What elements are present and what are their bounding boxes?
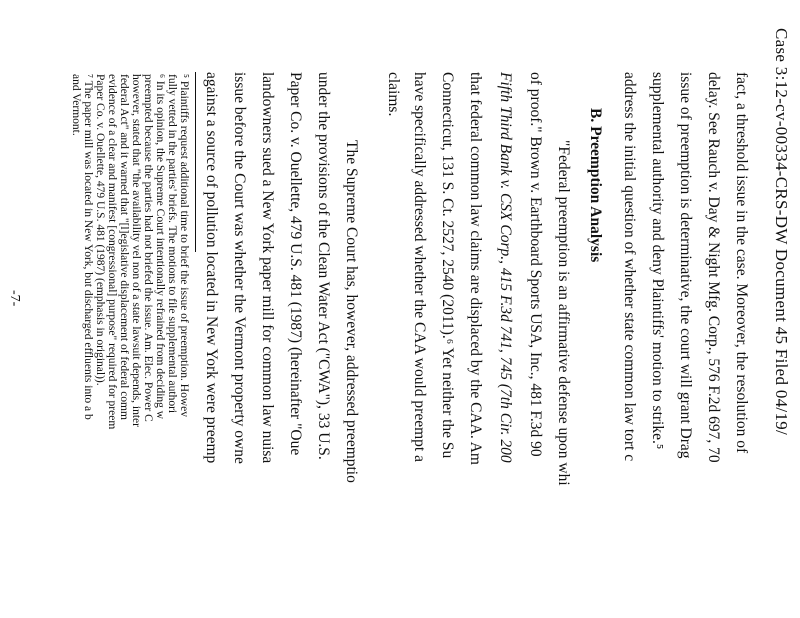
footnote-line: however, stated that "the availability vel non of a state lawsuit depends, inter: [130, 74, 142, 427]
footnote-line: ⁶ In its opinion, the Supreme Court intentionally refrained from deciding w: [154, 74, 166, 420]
body-line: issue before the Court was whether the Vermont property owne: [231, 72, 248, 464]
case-header: Case 3:12-cv-00334-CRS-DW Document 45 Filed 04/19/: [772, 28, 791, 436]
body-line: supplemental authority and deny Plaintiffs' motion to strike.⁵: [649, 72, 666, 450]
body-line: The Supreme Court has, however, addressed preemptio: [343, 140, 360, 483]
footnote-line: fully vetted in the parties' briefs. The motions to file supplemental authori: [166, 74, 178, 414]
section-heading: B. Preemption Analysis: [587, 108, 604, 263]
body-line: Paper Co. v. Ouellette, 479 U.S. 481 (1987) (hereinafter "Oue: [287, 72, 304, 456]
body-line: that federal common law claims are displaced by the CAA. Am: [467, 72, 484, 465]
page-number: -7-: [7, 290, 22, 307]
body-line: claims.: [385, 72, 402, 117]
footnote-divider: [195, 72, 196, 252]
body-line: against a source of pollution located in New York were preemp: [203, 72, 220, 464]
body-line: Fifth Third Bank v. CSX Corp., 415 F.3d 741, 745 (7th Cir. 200: [497, 72, 514, 463]
footnote-line: preempted because the parties had not briefed the issue. Am. Elec. Power C: [142, 74, 154, 422]
body-line: landowners sued a New York paper mill for common law nuisa: [259, 72, 276, 464]
footnote-line: and Vermont.: [70, 74, 82, 136]
body-line: "Federal preemption is an affirmative defense upon whi: [555, 140, 572, 486]
footnote-line: Paper Co. v. Ouellette, 479 U.S. 481 (1987) (emphasis in original)).: [94, 74, 106, 386]
body-line: address the initial question of whether state common law tort c: [621, 72, 638, 462]
body-line: under the provisions of the Clean Water Act ("CWA"), 33 U.S.: [315, 72, 332, 460]
footnote-line: ⁷ The paper mill was located in New York, but discharged effluents into a b: [82, 74, 94, 420]
footnote-line: ⁵ Plaintiffs request additional time to brief the issue of preemption. Howev: [178, 74, 190, 417]
body-line: of proof." Brown v. Earthboard Sports USA, Inc., 481 F.3d 90: [527, 72, 544, 457]
body-line: fact, a threshold issue in the case. Moreover, the resolution of: [733, 72, 750, 454]
body-line: delay. See Rauch v. Day & Night Mfg. Corp., 576 F.2d 697, 70: [705, 72, 722, 463]
footnote-line: federal Act" and it warned that "[l]egislative displacement of federal comm: [118, 74, 130, 420]
body-line: issue of preemption is determinative, the court will grant Drag: [677, 72, 694, 459]
body-line: have specifically addressed whether the CAA would preempt a: [411, 72, 428, 462]
footnote-line: evidence of a clear and manifest [congressional] purpose" required for preem: [106, 74, 118, 430]
body-line: Connecticut, 131 S. Ct. 2527, 2540 (2011).⁶ Yet neither the Su: [439, 72, 456, 459]
